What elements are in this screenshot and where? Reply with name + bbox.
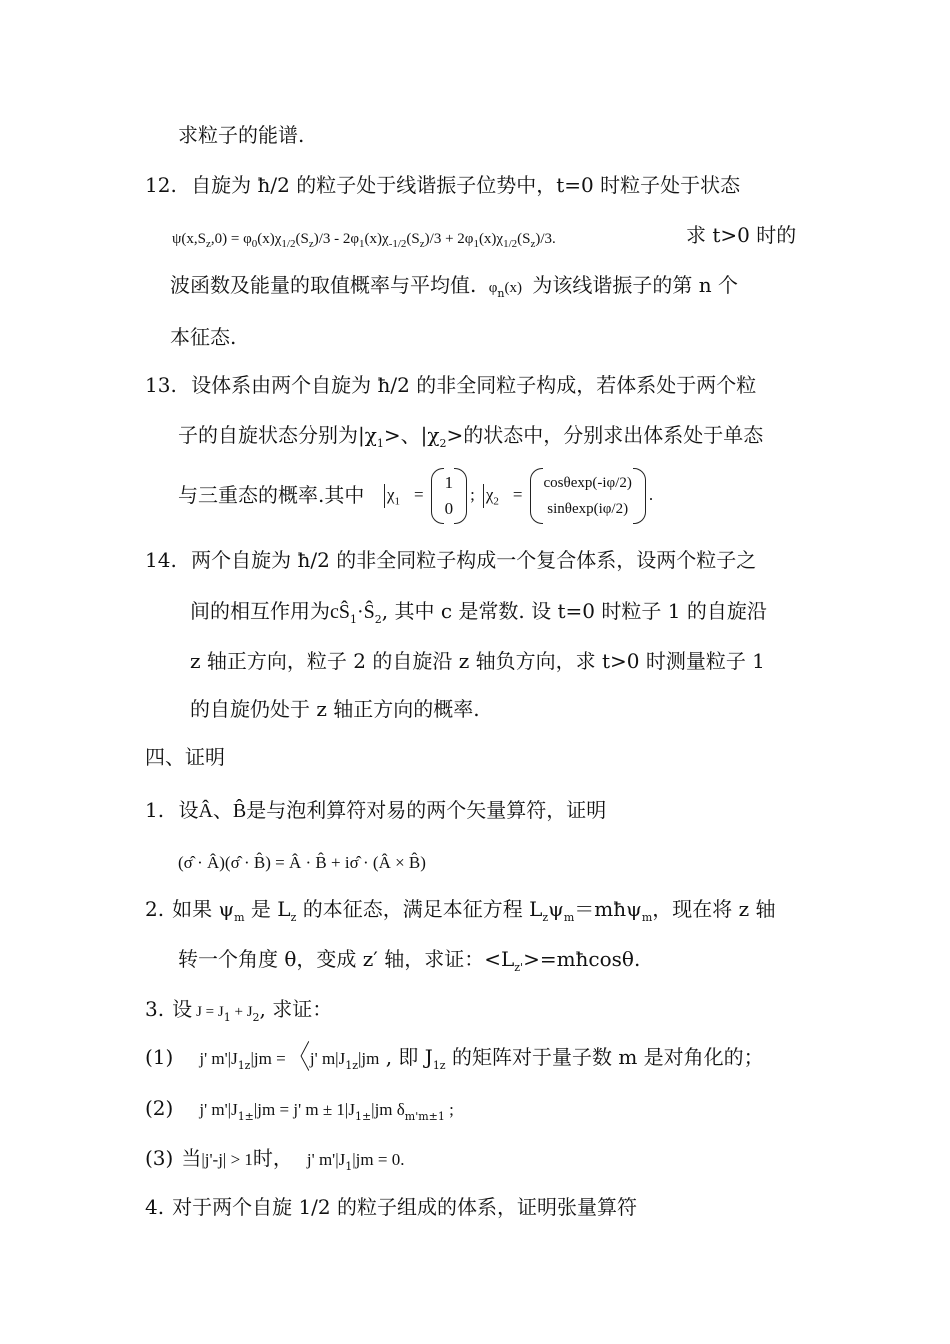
problem-13-line-2: 子的自旋状态分别为$|\chi_1>$、$|\chi_2>$的状态中，分别求出体系处于单态 — [178, 423, 764, 450]
column-vector-1: 1 0 — [431, 470, 468, 522]
problem-14-line-3: z 轴正方向，粒子 2 的自旋沿 z 轴负方向，求 t>0 时测量粒子 1 — [190, 649, 765, 673]
problem-13-line-1: 13. 设体系由两个自旋为 ħ/2 的非全同粒子构成，若体系处于两个粒 — [145, 373, 757, 397]
column-vector-2: cosθexp(-iφ/2) sinθexp(iφ/2) — [530, 470, 646, 522]
proof-3-item-3: (3) 当|j'-j| > 1时， j' $m'|J_1|jm = 0$. — [145, 1146, 405, 1173]
proof-4-line-1: 4. 对于两个自旋 1/2 的粒子组成的体系，证明张量算符 — [145, 1195, 637, 1219]
problem-14-line-2: 间的相互作用为$cŜ_1\cdot Ŝ_2$, 其中 c 是常数. 设 t=0 时粒子 1 的自旋沿 — [190, 599, 767, 626]
problem-12-line-1: 12. 自旋为 ħ/2 的粒子处于线谐振子位势中，t=0 时粒子处于状态 — [145, 173, 741, 197]
proof-3-line-1: 3. 设 $J = J_1 + J_2$, 求证： — [145, 997, 333, 1024]
problem-14-line-4: 的自旋仍处于 z 轴正方向的概率. — [190, 697, 480, 721]
proof-3-item-2: (2) j' $m'|J_{1\pm}|jm = j'$ $m \pm 1|J_{1\pm}|jm$ $\delta_{m'm\pm 1}$ ; — [145, 1096, 454, 1123]
text-line: 求粒子的能谱. — [178, 123, 305, 147]
proof-2-line-1: 2. 如果 $\psi_m$ 是 $L_z$ 的本征态，满足本征方程 $L_z\psi_m=mħ\psi_m$，现在将 z 轴 — [145, 897, 776, 924]
problem-12-line-3: 波函数及能量的取值概率与平均值. $\varphi_n(x)$ 为该线谐振子的第 n 个 — [170, 273, 738, 300]
proof-1-equation: (σ̂ · Â)(σ̂ · B̂) = Â · B̂ + iσ̂ · (Â × B̂) — [178, 853, 426, 872]
problem-14-line-1: 14. 两个自旋为 ħ/2 的非全同粒子构成一个复合体系，设两个粒子之 — [145, 548, 757, 572]
problem-13-spinors: $\chi_1$ = 1 0 ; $\chi_2$ = cosθexp(-iφ/2) sinθexp(iφ/2) . — [384, 468, 653, 528]
proof-2-line-2: 转一个角度 θ，变成 z′ 轴，求证：$<L_{z'}>=mħ\cos\theta$. — [178, 947, 641, 974]
problem-13-line-3: 与三重态的概率.其中 — [178, 483, 365, 507]
problem-12-equation: $\psi(x,S_z,0) = \varphi_0(x)\chi_{1/2}(S_z)/3 - 2\varphi_1(x)\chi_{-1/2}(S_z)/3 + 2\varphi_1(x)\chi_{1/2}(S_z)/3$. — [172, 231, 556, 250]
section-heading: 四、证明 — [145, 745, 225, 769]
problem-12-equation-tail: 求 t>0 时的 — [686, 223, 797, 247]
proof-3-item-1: (1) j' $m'|J_{1z}|jm$ = 〈j' $m|J_{1z}|jm$ , 即 $J_{1z}$ 的矩阵对于量子数 m 是对角化的； — [145, 1037, 764, 1077]
problem-12-line-4: 本征态. — [170, 325, 237, 349]
proof-1-line-1: 1. 设Â、B̂是与泡利算符对易的两个矢量算符，证明 — [145, 798, 607, 822]
